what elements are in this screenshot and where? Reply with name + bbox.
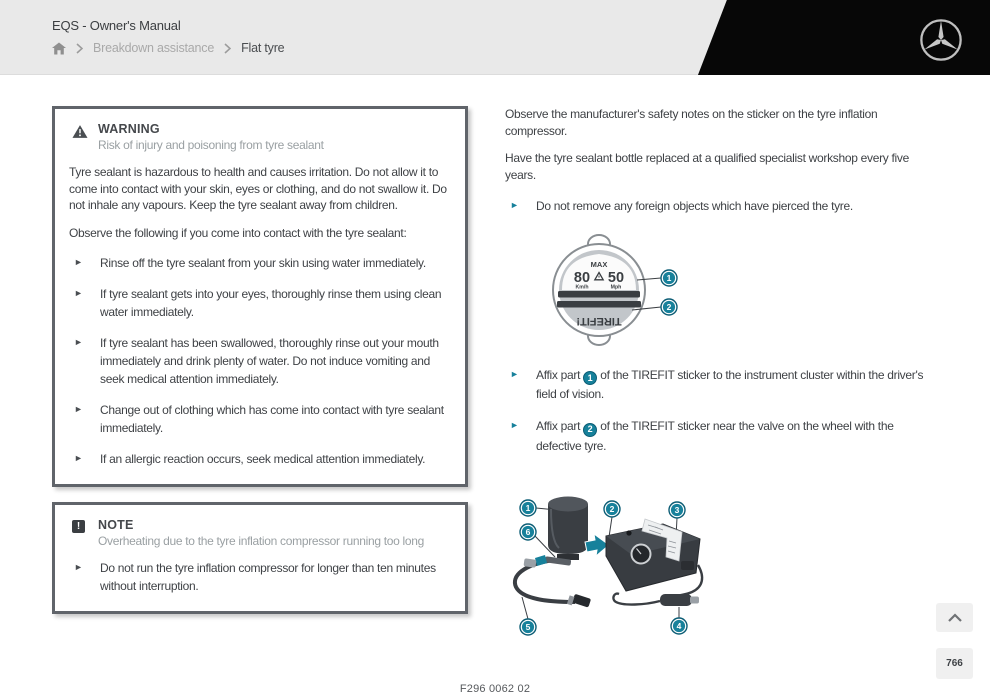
bullet-text: If an allergic reaction occurs, seek medical attention immediately. xyxy=(100,452,426,466)
brand-wedge xyxy=(695,0,990,75)
svg-text:6: 6 xyxy=(525,526,531,537)
bullet-arrow-icon: ► xyxy=(510,420,519,431)
callout-badge xyxy=(520,500,536,516)
compressor-kit-figure xyxy=(495,475,735,645)
home-icon[interactable] xyxy=(52,42,66,55)
bullet-arrow-icon: ► xyxy=(510,200,519,210)
breadcrumb-separator-icon xyxy=(76,43,83,54)
breadcrumb-item-breakdown-assistance[interactable]: Breakdown assistance xyxy=(93,41,215,55)
insert-arrow-icon xyxy=(585,534,609,556)
bullet-text: Change out of clothing which has come into contact with tyre sealant immediately. xyxy=(100,403,444,435)
scroll-top-button[interactable] xyxy=(936,603,973,632)
svg-text:2: 2 xyxy=(666,302,672,313)
callout-badge xyxy=(661,299,677,315)
note-box xyxy=(52,502,468,614)
bullet-arrow-icon: ► xyxy=(74,453,83,463)
warning-paragraph: Tyre sealant is hazardous to health and causes irritation. Do not allow it to come into contact with your skin, eyes or clothing, and do not swallow it. Do not inhale any vapours. Keep the tyre sealant away from children. xyxy=(69,165,447,212)
sticker-brand-text: TIREFIT! xyxy=(576,315,622,327)
figure-code: F296 0062 02 xyxy=(459,683,531,695)
bullet-text: Affix part 2 of the TIREFIT sticker near the valve on the wheel with the defective tyre. xyxy=(536,419,894,453)
bullet-item xyxy=(69,254,451,272)
bullet-item xyxy=(505,366,935,403)
warning-paragraph: Observe the following if you come into contact with the tyre sealant: xyxy=(69,225,407,240)
paragraph: Have the tyre sealant bottle replaced at a qualified specialist workshop every five years. xyxy=(505,151,910,182)
callout-badge xyxy=(669,502,685,518)
breadcrumb-separator-icon xyxy=(224,43,231,54)
bullet-item xyxy=(69,334,451,388)
bullet-arrow-icon: ► xyxy=(74,404,83,414)
bullet-item xyxy=(69,450,451,468)
chevron-up-icon xyxy=(947,613,963,623)
page-number-label: 766 xyxy=(946,658,963,669)
sticker-kmh-value: 80 xyxy=(573,270,591,286)
sticker-max-label: MAX xyxy=(590,260,608,269)
bullet-arrow-icon: ► xyxy=(510,369,519,379)
note-exclamation-icon: ! xyxy=(72,520,85,533)
bullet-text: If tyre sealant has been swallowed, thoroughly rinse out your mouth immediately and drink plenty of water. Do not induce vomiting and seek medical attention immediately. xyxy=(100,336,439,386)
svg-text:3: 3 xyxy=(674,504,680,515)
mercedes-star-icon xyxy=(918,17,964,63)
bullet-text: Affix part 1 of the TIREFIT sticker to the instrument cluster within the driver's field of vision. xyxy=(536,368,924,402)
bullet-arrow-icon: ► xyxy=(74,337,83,347)
warning-label: WARNING xyxy=(98,122,160,136)
breadcrumb-item-flat-tyre: Flat tyre xyxy=(241,41,285,55)
warning-box xyxy=(52,106,468,487)
right-column xyxy=(505,106,935,650)
header-bar xyxy=(0,0,990,75)
note-subtitle: Overheating due to the tyre inflation compressor running too long xyxy=(98,534,425,548)
bullet-arrow-icon: ► xyxy=(74,562,83,572)
doc-title: EQS - Owner's Manual xyxy=(52,18,181,33)
bullet-item xyxy=(69,401,451,437)
warning-subtitle: Risk of injury and poisoning from tyre sealant xyxy=(98,138,324,152)
bullet-text: Do not run the tyre inflation compressor for longer than ten minutes without interruption. xyxy=(100,561,436,593)
warning-box-header xyxy=(69,122,451,153)
svg-text:1: 1 xyxy=(666,273,672,284)
sticker-mph-value: 50 xyxy=(607,270,625,286)
bullet-text: Do not remove any foreign objects which have pierced the tyre. xyxy=(536,199,853,213)
bullet-text: If tyre sealant gets into your eyes, thoroughly rinse them using clean water immediately. xyxy=(100,287,442,319)
bullet-item xyxy=(69,285,451,321)
warning-triangle-icon xyxy=(72,124,88,144)
svg-text:2: 2 xyxy=(609,503,615,514)
bullet-item xyxy=(69,559,451,595)
callout-badge xyxy=(661,270,677,286)
tirefit-sticker-figure xyxy=(549,233,689,347)
callout-badge xyxy=(520,524,536,540)
svg-text:4: 4 xyxy=(676,620,682,631)
sealant-bottle xyxy=(548,496,588,560)
part-number-badge: 1 xyxy=(583,371,597,385)
svg-text:1: 1 xyxy=(525,502,531,513)
filling-hose xyxy=(515,560,575,602)
compressor-unit xyxy=(606,519,700,591)
bullet-item xyxy=(505,197,935,215)
callout-badge xyxy=(520,619,536,635)
paragraph: Observe the manufacturer's safety notes on the sticker on the tyre inflation compressor. xyxy=(505,107,878,138)
callout-badge xyxy=(604,501,620,517)
bullet-arrow-icon: ► xyxy=(74,288,83,298)
part-number-badge: 2 xyxy=(583,423,597,437)
page-number-button[interactable] xyxy=(936,648,973,679)
left-column xyxy=(52,106,468,614)
breadcrumb xyxy=(52,41,284,55)
callout-badge xyxy=(671,618,687,634)
note-box-header xyxy=(69,518,451,549)
bullet-arrow-icon: ► xyxy=(74,257,83,267)
sticker-mph-unit: Mph xyxy=(610,284,622,291)
bullet-item xyxy=(505,417,935,454)
note-label: NOTE xyxy=(98,518,134,532)
sticker-kmh-unit: Km/h xyxy=(575,284,589,291)
bullet-text: Rinse off the tyre sealant from your skin using water immediately. xyxy=(100,256,426,270)
svg-text:5: 5 xyxy=(525,621,531,632)
